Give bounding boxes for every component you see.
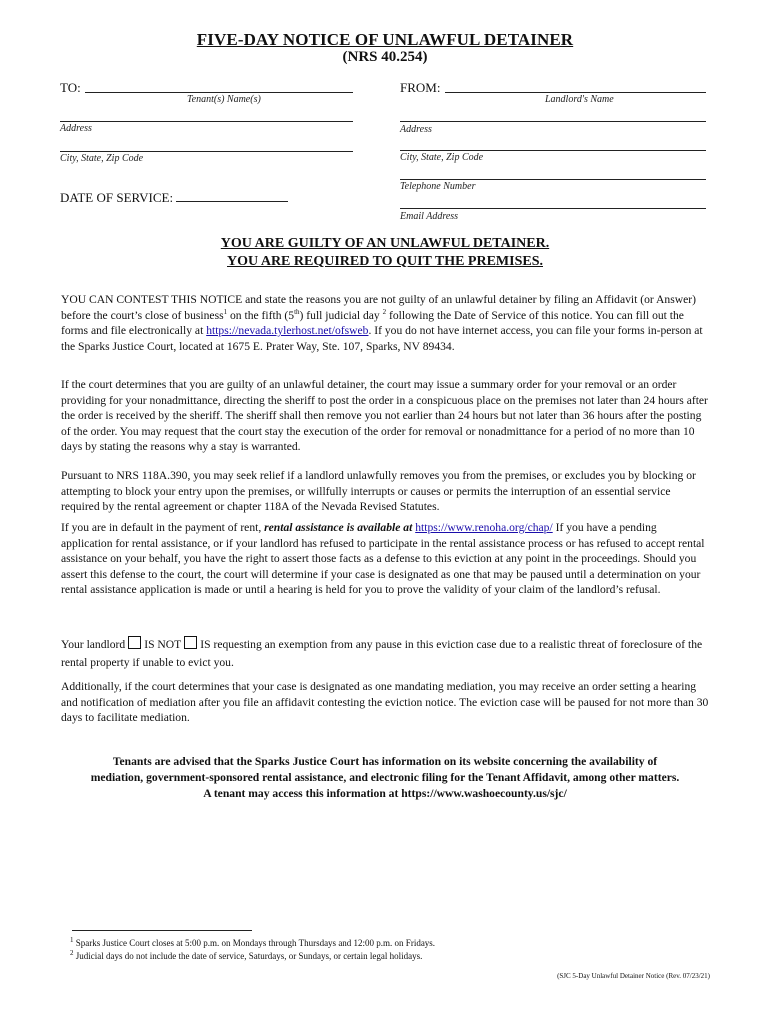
mediation-paragraph: Additionally, if the court determines that your case is designated as one mandating mediation, you may receive an order setting a hearing and notification of mediation after you file an affidavit contesting the eviction notice. The eviction case will be paused for not more than 30 days to facilitate mediation. [61,680,709,725]
guilty-warning-line2: YOU ARE REQUIRED TO QUIT THE PREMISES. [227,254,543,269]
tenant-notice [40,754,730,803]
landlord-email-field[interactable] [400,208,706,209]
tenant-city-field[interactable] [60,151,353,152]
tenant-address-field[interactable] [60,121,353,122]
contest-text: following the Date of Service of this notice. You can fill out the forms and file electronically at [61,308,684,338]
exemption-text: Your landlord [61,638,126,651]
relief-paragraph: Pursuant to NRS 118A.390, you may seek relief if a landlord unlawfully removes you from the premises, or excludes you by blocking or attempting to block your entry upon the premises, or willfully interrupts or causes or permits the interruption of an essential service required by the rental agreement or chapter 118A of the Nevada Revised Statutes. [61,469,696,514]
guilty-warning-line1: YOU ARE GUILTY OF AN UNLAWFUL DETAINER. [220,236,550,251]
contest-text: . If you do not have internet access, you can file your forms in-person at the Sparks Justice Court, located at 1675 E. Prater Way, Ste. 107, Sparks, NV 89434. [61,324,703,353]
statute-reference: (NRS 40.254) [342,49,428,65]
efiling-link[interactable]: https://nevada.tylerhost.net/ofsweb [206,324,369,338]
footnote-number: 1 [70,936,74,944]
footnotes [70,937,720,962]
tenant-name-caption: Tenant(s) Name(s) [187,94,261,105]
tenant-notice-line2: mediation, government-sponsored rental assistance, and electronic filing for the Tenant Affidavit, among other matters. [90,771,680,785]
exemption-paragraph [61,636,709,672]
rental-assistance-link[interactable]: https://www.renoha.org/chap/ [415,521,553,534]
to-label: TO: [60,80,81,95]
tenant-city-caption: City, State, Zip Code [60,153,144,164]
footnote-text: Judicial days do not include the date of service, Saturdays, or Sundays, or certain legal holidays. [73,950,423,961]
rental-assistance-text: If you have a pending application for rental assistance, or if your landlord has refused to participate in the rental assistance process or has refused to accept rental assistance on your behalf, you have the right to assert those facts as a defense to this eviction at any point in the proceedings. Should you assert this defense to the court, the court will determine if your case is designated as one that may be paused until a determination on your rental assistance application is made or until a hearing is held for you to prove the validity of your claim of the landlord’s refusal. [61,521,705,597]
ordinal-suffix: th [294,307,300,316]
landlord-telephone-field[interactable] [400,179,706,180]
landlord-city-field[interactable] [400,150,706,151]
footnote-text: Sparks Justice Court closes at 5:00 p.m. on Mondays through Thursdays and 12:00 p.m. on Fridays. [73,938,436,948]
landlord-telephone-caption: Telephone Number [400,181,476,192]
contest-text: on the fifth (5 [227,308,295,322]
contest-text: YOU CAN CONTEST THIS NOTICE and state the reasons you are not guilty of an unlawful detainer by filing an Affidavit (or Answer) before the court’s close of business [61,293,696,322]
landlord-city-caption: City, State, Zip Code [400,152,484,163]
contest-text: ) full judicial day [299,308,383,322]
is-not-label: IS NOT [144,638,182,651]
rental-assistance-text: If you are in default in the payment of rent, [61,521,265,534]
tenant-name-field[interactable] [85,92,353,93]
footnote-number: 2 [70,948,74,957]
document-title: FIVE-DAY NOTICE OF UNLAWFUL DETAINER [196,30,574,49]
date-of-service-field[interactable] [176,191,288,202]
form-revision-id: (SJC 5-Day Unlawful Detainer Notice (Rev. 07/23/21) [557,972,710,980]
from-label: FROM: [400,80,441,95]
tenant-notice-line3: A tenant may access this information at https://www.washoecounty.us/sjc/ [203,787,567,801]
date-of-service-label: DATE OF SERVICE: [60,190,174,205]
landlord-name-caption: Landlord's Name [545,94,614,105]
tenant-address-caption: Address [60,123,92,134]
exemption-text: IS requesting an exemption from any pause in this eviction case due to a realistic threat of foreclosure of the rental property if unable to evict you. [61,638,703,669]
contest-paragraph [61,292,709,354]
footnote-ref-1: 1 [223,307,228,316]
is-checkbox[interactable] [184,636,197,649]
rental-assistance-emphasis: rental assistance is available at [264,521,413,534]
landlord-address-field[interactable] [400,121,706,122]
landlord-name-field[interactable] [445,92,706,93]
landlord-address-caption: Address [400,124,432,135]
tenant-notice-line1: Tenants are advised that the Sparks Justice Court has information on its website concerning the availability of [112,755,658,768]
footnote-1 [70,937,720,950]
rental-assistance-paragraph [61,520,709,598]
footnote-divider [72,930,252,931]
summary-order-paragraph: If the court determines that you are guilty of an unlawful detainer, the court may issue a summary order for your removal or an order providing for your nonadmittance, directing the sheriff to post the order in a conspicuous place on the premises not later than 24 hours after the order is received by the sheriff. The sheriff shall then remove you not earlier than 24 hours but not later than 36 hours after the posting of the order. You may request that the court stay the execution of the order for removal or nonadmittance for a period of no more than 10 days by stating the reasons why a stay is warranted. [61,378,708,454]
is-not-checkbox[interactable] [128,636,141,649]
landlord-email-caption: Email Address [400,211,459,222]
footnote-ref-2: 2 [382,307,387,316]
footnote-2 [70,950,720,963]
date-of-service [60,190,288,206]
